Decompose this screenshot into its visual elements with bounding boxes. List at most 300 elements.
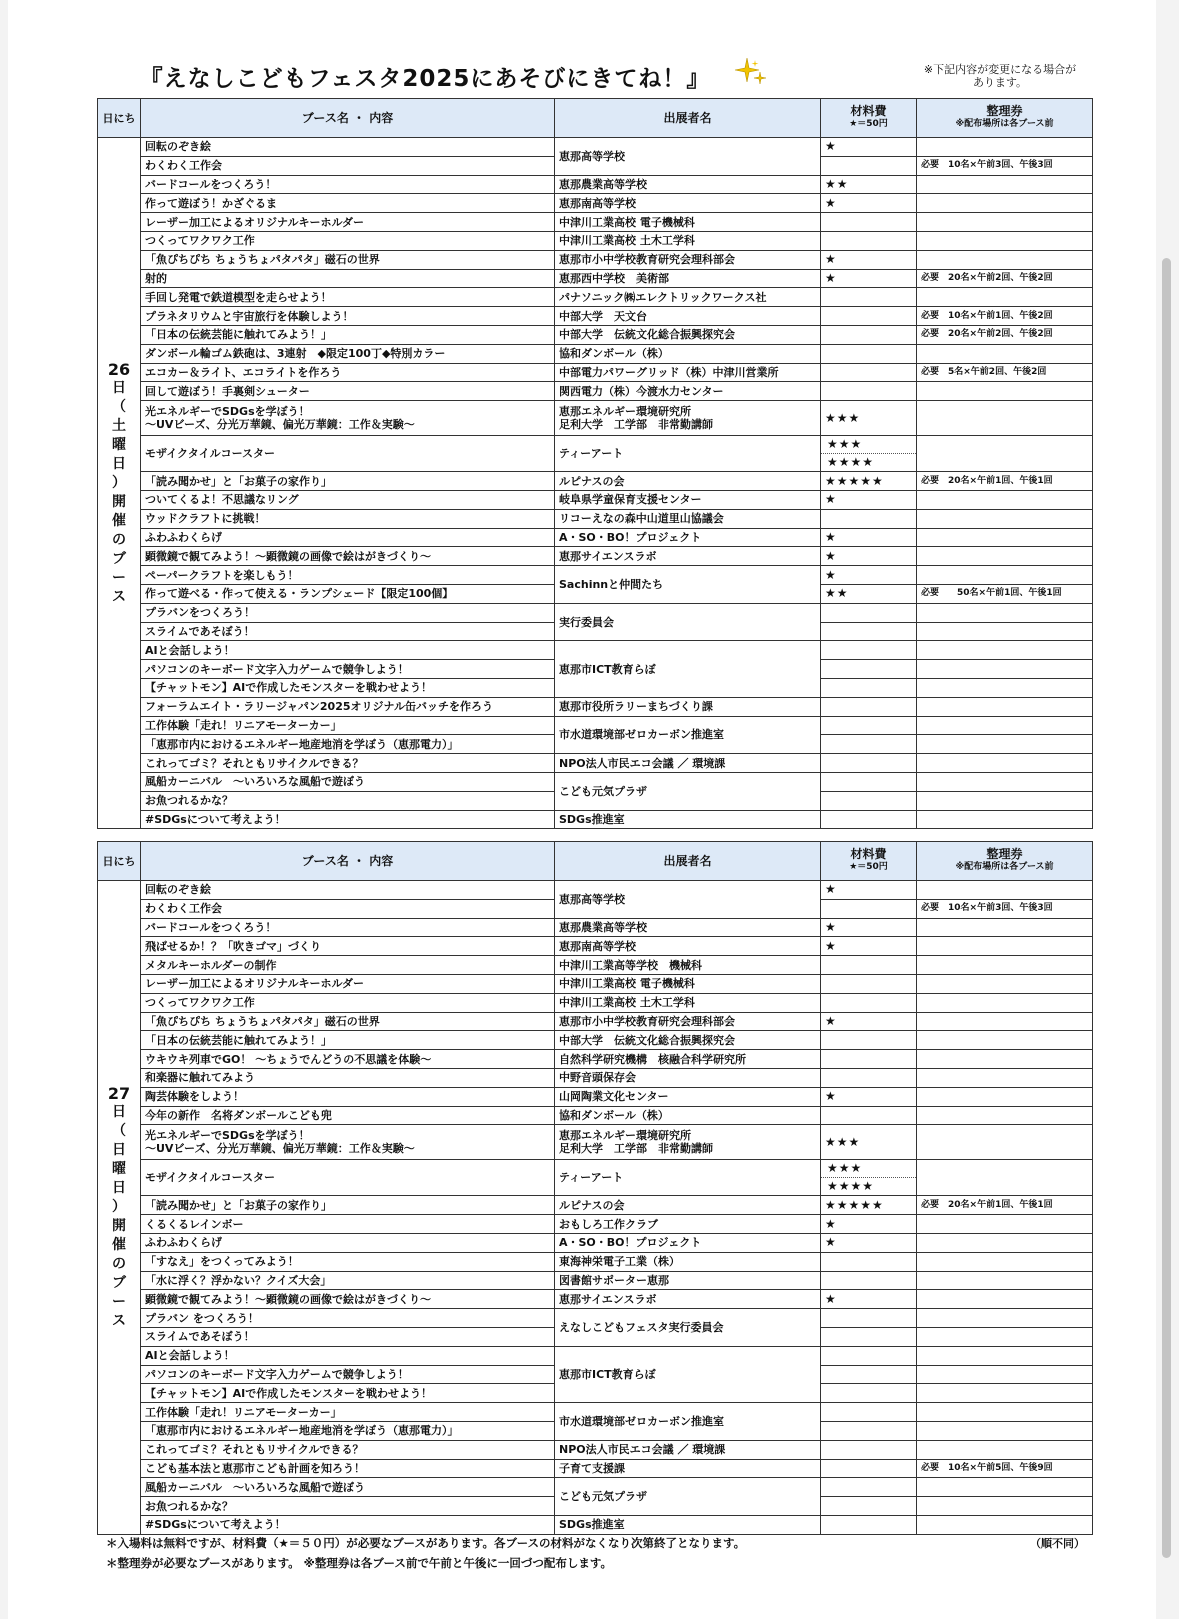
material-cost — [821, 735, 917, 754]
exhibitor-name — [555, 1271, 821, 1290]
day-label-char: 開 — [112, 1217, 126, 1234]
material-cost — [821, 584, 917, 603]
material-cost-stars: ★★★★ — [821, 453, 916, 471]
exhibitor-line: おもしろ工作クラブ — [559, 1217, 658, 1231]
table-row — [98, 1160, 1093, 1196]
material-cost-stars: ★ — [825, 529, 837, 544]
booth-name-line: #SDGsについて考えよう！ — [145, 812, 286, 826]
ticket-info — [917, 436, 1093, 472]
booth-name — [141, 1106, 555, 1125]
exhibitor-name — [555, 269, 821, 288]
booth-name-line: くるくるレインボー — [145, 1217, 244, 1231]
change-notice: ※下記内容が変更になる場合があります。 — [923, 63, 1077, 89]
booth-name-line: 飛ばせるか！？「吹きゴマ」づくり — [145, 939, 321, 953]
booth-name — [141, 956, 555, 975]
ticket-info — [917, 1327, 1093, 1346]
material-cost-stars: ★ — [825, 1013, 837, 1028]
booth-name — [141, 436, 555, 472]
booth-name — [141, 1384, 555, 1403]
exhibitor-line: 恵那市小中学校教育研究会理科部会 — [559, 1014, 735, 1028]
booth-name — [141, 490, 555, 509]
booth-name-line: レーザー加工によるオリジナルキーホルダー — [145, 977, 365, 991]
sparkle-icon — [733, 56, 767, 90]
booth-name — [141, 509, 555, 528]
booth-name — [141, 1050, 555, 1069]
exhibitor-name — [555, 325, 821, 344]
header-day: 日にち — [98, 99, 141, 138]
booth-name — [141, 678, 555, 697]
ticket-info: 必要 10名×午前3回、午後3回 — [917, 899, 1093, 918]
booth-name-line: お魚つれるかな？ — [145, 794, 233, 808]
exhibitor-name — [555, 509, 821, 528]
table-row — [98, 382, 1093, 401]
exhibitor-line: 図書館サポーター恵那 — [559, 1273, 669, 1287]
ticket-info — [917, 1271, 1093, 1290]
table-row — [98, 213, 1093, 232]
ticket-info — [917, 1012, 1093, 1031]
ticket-info — [917, 791, 1093, 810]
table-row — [98, 1515, 1093, 1534]
booth-name — [141, 528, 555, 547]
exhibitor-line: 中部大学 天文台 — [559, 309, 647, 323]
material-cost-stars: ★★★ — [827, 1161, 863, 1176]
exhibitor-name — [555, 436, 821, 472]
booth-name — [141, 1421, 555, 1440]
booth-name-line: プラネタリウムと宇宙旅行を体験しよう！ — [145, 309, 354, 323]
header-ticket: 整理券 ※配布場所は各ブース前 — [917, 99, 1093, 138]
table-row — [98, 1459, 1093, 1478]
exhibitor-line: 市水道環境部ゼロカーボン推進室 — [559, 1414, 724, 1428]
material-cost-stars: ★★ — [825, 176, 849, 191]
exhibitor-line: 恵那高等学校 — [559, 149, 625, 163]
material-cost — [821, 1346, 917, 1365]
exhibitor-name — [555, 716, 821, 754]
material-cost — [821, 436, 917, 472]
table-row — [98, 974, 1093, 993]
booth-name-line: モザイクタイルコースター — [145, 447, 276, 461]
footer-note-2: ＊整理券が必要なブースがあります。 ※整理券は各ブース前で午前と午後に一回づつ配布します。 — [106, 1556, 612, 1570]
header-exhibitor: 出展者名 — [555, 99, 821, 138]
material-cost — [821, 547, 917, 566]
exhibitor-line: 中津川工業高校 土木工学科 — [559, 234, 695, 248]
material-cost — [821, 622, 917, 641]
day-label — [98, 881, 141, 1535]
booth-name — [141, 641, 555, 660]
booth-name-line: 顕微鏡で観てみよう！～顕微鏡の画像で絵はがきづくり～ — [145, 549, 431, 563]
day-label-char: ） — [112, 474, 126, 491]
day-label-char: ー — [112, 1293, 126, 1310]
exhibitor-line: 岐阜県学童保育支援センター — [559, 493, 702, 507]
booth-name — [141, 1497, 555, 1516]
ticket-info — [917, 1087, 1093, 1106]
table-row — [98, 269, 1093, 288]
ticket-info — [917, 810, 1093, 829]
exhibitor-name — [555, 641, 821, 697]
material-cost — [821, 307, 917, 326]
day-label-char: ス — [112, 588, 126, 605]
booth-name — [141, 1440, 555, 1459]
booth-name-line: AIと会話しよう！ — [145, 643, 235, 657]
table-row — [98, 881, 1093, 900]
material-cost — [821, 1215, 917, 1234]
exhibitor-name — [555, 1309, 821, 1347]
exhibitor-line: SDGs推進室 — [559, 812, 625, 826]
booth-name-line: 「恵那市内におけるエネルギー地産地消を学ぼう（恵那電力）」 — [145, 1424, 459, 1438]
exhibitor-name — [555, 1515, 821, 1534]
exhibitor-line: 市水道環境部ゼロカーボン推進室 — [559, 728, 724, 742]
exhibitor-line: 恵那高等学校 — [559, 892, 625, 906]
material-cost — [821, 1403, 917, 1422]
exhibitor-line: A・SO・BO！プロジェクト — [559, 1236, 702, 1250]
booth-name — [141, 288, 555, 307]
day-label-char: ブ — [112, 1274, 126, 1291]
table-row — [98, 509, 1093, 528]
material-cost-stars: ★★★ — [825, 1134, 861, 1149]
exhibitor-line: こども元気プラザ — [559, 784, 647, 798]
booth-name-line: つくってワクワク工作 — [145, 234, 255, 248]
ticket-info — [917, 1384, 1093, 1403]
exhibitor-name — [555, 956, 821, 975]
booth-name — [141, 1459, 555, 1478]
booth-name — [141, 1031, 555, 1050]
exhibitor-name — [555, 1403, 821, 1441]
booth-name-line: 陶芸体験をしよう！ — [145, 1090, 244, 1104]
exhibitor-line: 東海神栄電子工業（株） — [559, 1255, 680, 1269]
day-label-char: 土 — [112, 417, 126, 434]
booth-name-line: スライムであそぼう！ — [145, 624, 255, 638]
booth-name-line: 作って遊ぼう！かざぐるま — [145, 196, 277, 210]
booth-name — [141, 584, 555, 603]
header-day: 日にち — [98, 842, 141, 881]
ticket-info — [917, 490, 1093, 509]
material-cost — [821, 603, 917, 622]
ticket-info — [917, 993, 1093, 1012]
material-cost — [821, 937, 917, 956]
booth-name — [141, 547, 555, 566]
ticket-info — [917, 566, 1093, 585]
table-row — [98, 937, 1093, 956]
material-cost-stars: ★ — [825, 139, 837, 154]
exhibitor-line: 足利大学 工学部 非常勤講師 — [559, 1142, 713, 1156]
table-row — [98, 716, 1093, 735]
ticket-info: 必要 10名×午前5回、午後9回 — [917, 1459, 1093, 1478]
booth-name-line: ダンボール輪ゴム鉄砲は、3連射 ◆限定100丁◆特別カラー — [145, 347, 446, 361]
material-cost — [821, 697, 917, 716]
exhibitor-name — [555, 1440, 821, 1459]
ticket-info — [917, 660, 1093, 679]
material-cost — [821, 1365, 917, 1384]
booth-name — [141, 1125, 555, 1160]
ticket-info — [917, 288, 1093, 307]
exhibitor-line: NPO法人市民エコ会議 ／ 環境課 — [559, 1443, 726, 1457]
exhibitor-name — [555, 213, 821, 232]
material-cost — [821, 175, 917, 194]
exhibitor-name — [555, 772, 821, 810]
exhibitor-line: ルピナスの会 — [559, 474, 625, 488]
day-label — [98, 138, 141, 829]
exhibitor-name — [555, 1012, 821, 1031]
booth-name-line: #SDGsについて考えよう！ — [145, 1518, 286, 1532]
booth-name-line: わくわく工作会 — [145, 902, 222, 916]
table-row — [98, 401, 1093, 436]
ticket-info — [917, 918, 1093, 937]
booth-name-line: 回転のぞき絵 — [145, 883, 211, 897]
exhibitor-line: リコーえなの森中山道里山協議会 — [559, 512, 724, 526]
booth-name — [141, 1515, 555, 1534]
exhibitor-name — [555, 918, 821, 937]
booth-name — [141, 1160, 555, 1196]
exhibitor-name — [555, 344, 821, 363]
material-cost — [821, 138, 917, 157]
ticket-info: 必要 10名×午前3回、午後3回 — [917, 156, 1093, 175]
table-row — [98, 1252, 1093, 1271]
day-label-char: 日 — [112, 379, 126, 396]
exhibitor-line: 山岡陶業文化センター — [559, 1090, 669, 1104]
booth-name-line: メタルキーホルダーの制作 — [145, 958, 277, 972]
exhibitor-name — [555, 401, 821, 436]
booth-name — [141, 754, 555, 773]
exhibitor-line: 恵那市ICT教育らぼ — [559, 1367, 656, 1381]
scrollbar-thumb[interactable] — [1162, 258, 1171, 1558]
ticket-info — [917, 956, 1093, 975]
ticket-info — [917, 1233, 1093, 1252]
booth-name-line: 光エネルギーでSDGsを学ぼう！ — [145, 405, 310, 419]
material-cost — [821, 678, 917, 697]
booth-name — [141, 1478, 555, 1497]
booth-name — [141, 363, 555, 382]
material-cost-stars: ★★★ — [827, 437, 863, 452]
ticket-info — [917, 1125, 1093, 1160]
booth-name-line: 「魚ぴちぴち ちょうちょパタパタ」磁石の世界 — [145, 1014, 380, 1028]
booth-name-line: 今年の新作 名将ダンボールこども兜 — [145, 1108, 332, 1122]
ticket-info — [917, 401, 1093, 436]
booth-name — [141, 231, 555, 250]
ticket-info — [917, 547, 1093, 566]
booth-name — [141, 716, 555, 735]
ticket-info — [917, 250, 1093, 269]
booth-name-line: プラバン をつくろう！ — [145, 1311, 259, 1325]
booth-name-line: 工作体験「走れ！リニアモーターカー」 — [145, 718, 342, 732]
exhibitor-name — [555, 1252, 821, 1271]
exhibitor-name — [555, 547, 821, 566]
ticket-info — [917, 1440, 1093, 1459]
material-cost — [821, 382, 917, 401]
material-cost-stars: ★ — [825, 1235, 837, 1250]
booth-name-line: 風船カーニバル ～いろいろな風船で遊ぼう — [145, 1480, 365, 1494]
table-row — [98, 1440, 1093, 1459]
booth-name — [141, 1309, 555, 1328]
booth-name-line: モザイクタイルコースター — [145, 1171, 276, 1185]
exhibitor-name — [555, 307, 821, 326]
booth-name — [141, 1403, 555, 1422]
ticket-info — [917, 697, 1093, 716]
ticket-info — [917, 213, 1093, 232]
booth-name-line: 【チャットモン】AIで作成したモンスターを戦わせよう！ — [145, 681, 432, 695]
material-cost-stars: ★ — [825, 1216, 837, 1231]
ticket-info — [917, 1215, 1093, 1234]
day-label-char: 催 — [112, 1236, 126, 1253]
material-cost-stars: ★ — [825, 882, 837, 897]
day-label-char: 日 — [112, 1103, 126, 1120]
booth-name-line: 和楽器に触れてみよう — [145, 1071, 255, 1085]
material-cost — [821, 325, 917, 344]
ticket-info — [917, 881, 1093, 900]
booth-name — [141, 622, 555, 641]
material-cost — [821, 472, 917, 491]
booth-name-line: 射的 — [145, 271, 167, 285]
day1-booth-table — [97, 98, 1093, 829]
ticket-info: 必要 20名×午前1回、午後1回 — [917, 472, 1093, 491]
exhibitor-name — [555, 288, 821, 307]
table-header-row — [98, 842, 1093, 881]
material-cost — [821, 772, 917, 791]
ticket-info: 必要 10名×午前1回、午後2回 — [917, 307, 1093, 326]
ticket-info — [917, 641, 1093, 660]
exhibitor-line: A・SO・BO！プロジェクト — [559, 530, 702, 544]
material-cost-stars: ★★★★ — [821, 1177, 916, 1195]
booth-name-line: ～UVビーズ、分光万華鏡、偏光万華鏡：工作＆実験～ — [145, 1142, 415, 1156]
booth-name-line: ふわふわくらげ — [145, 530, 222, 544]
ticket-info — [917, 735, 1093, 754]
material-cost-stars: ★ — [825, 548, 837, 563]
day-label-char: （ — [112, 1122, 126, 1139]
table-row — [98, 250, 1093, 269]
material-cost — [821, 881, 917, 900]
booth-name-line: 顕微鏡で観てみよう！～顕微鏡の画像で絵はがきづくり～ — [145, 1292, 431, 1306]
exhibitor-line: 恵那南高等学校 — [559, 939, 636, 953]
ticket-info: 必要 20名×午前1回、午後1回 — [917, 1196, 1093, 1215]
day-label-char: 日 — [112, 455, 126, 472]
booth-name-line: ふわふわくらげ — [145, 1236, 222, 1250]
booth-name-line: バードコールをつくろう！ — [145, 920, 277, 934]
table-row — [98, 956, 1093, 975]
exhibitor-line: えなしこどもフェスタ実行委員会 — [559, 1320, 724, 1334]
ticket-info — [917, 772, 1093, 791]
material-cost — [821, 1271, 917, 1290]
header-ticket: 整理券 ※配布場所は各ブース前 — [917, 842, 1093, 881]
material-cost — [821, 1252, 917, 1271]
ticket-info — [917, 1050, 1093, 1069]
table-row — [98, 1031, 1093, 1050]
booth-name-line: ウッドクラフトに挑戦！ — [145, 512, 266, 526]
booth-name-line: 作って遊べる・作って使える・ランプシェード【限定100個】 — [145, 587, 454, 601]
table-row — [98, 1196, 1093, 1215]
booth-name-line: 【チャットモン】AIで作成したモンスターを戦わせよう！ — [145, 1386, 432, 1400]
exhibitor-line: 恵那サイエンスラボ — [559, 549, 657, 563]
material-cost-stars: ★ — [825, 492, 837, 507]
day-label-char: 曜 — [112, 436, 126, 453]
booth-name-line: ついてくるよ！不思議なリング — [145, 493, 299, 507]
table-row — [98, 993, 1093, 1012]
table-row — [98, 547, 1093, 566]
booth-name — [141, 156, 555, 175]
booth-name-line: 手回し発電で鉄道模型を走らせよう！ — [145, 290, 332, 304]
header-booth: ブース名 ・ 内容 — [141, 842, 555, 881]
material-cost — [821, 810, 917, 829]
material-cost — [821, 1478, 917, 1497]
ticket-info — [917, 1068, 1093, 1087]
booth-name-line: 「恵那市内におけるエネルギー地産地消を学ぼう（恵那電力）」 — [145, 737, 459, 751]
day-label-char: 開 — [112, 493, 126, 510]
ticket-info — [917, 175, 1093, 194]
exhibitor-line: 中部電力パワーグリッド（株）中津川営業所 — [559, 365, 779, 379]
booth-name-line: 「すなえ」をつくってみよう！ — [145, 1255, 299, 1269]
exhibitor-name — [555, 1459, 821, 1478]
table-row — [98, 288, 1093, 307]
exhibitor-name — [555, 363, 821, 382]
material-cost — [821, 791, 917, 810]
order-note: （順不同） — [1030, 1537, 1085, 1550]
booth-name — [141, 138, 555, 157]
material-cost-stars: ★ — [825, 1291, 837, 1306]
exhibitor-line: 子育て支援課 — [559, 1461, 625, 1475]
booth-name-line: これってゴミ？それともリサイクルできる？ — [145, 1443, 364, 1457]
exhibitor-name — [555, 1233, 821, 1252]
exhibitor-name — [555, 881, 821, 919]
material-cost-stars: ★★★★★ — [825, 1197, 884, 1212]
exhibitor-line: 足利大学 工学部 非常勤講師 — [559, 418, 713, 432]
material-cost — [821, 1515, 917, 1534]
exhibitor-line: 恵那エネルギー環境研究所 — [559, 1129, 691, 1143]
exhibitor-name — [555, 974, 821, 993]
table-row — [98, 436, 1093, 472]
table-row — [98, 1050, 1093, 1069]
day-label-char: 催 — [112, 512, 126, 529]
material-cost-stars: ★★ — [825, 586, 849, 601]
material-cost — [821, 1309, 917, 1328]
day-label-char: の — [112, 1255, 126, 1272]
booth-name-line: 工作体験「走れ！リニアモーターカー」 — [145, 1405, 342, 1419]
booth-name — [141, 993, 555, 1012]
table-row — [98, 918, 1093, 937]
page-title: 『えなしこどもフェスタ2025にあそびにきてね！』 — [139, 66, 711, 92]
material-cost — [821, 269, 917, 288]
exhibitor-line: 中津川工業高等学校 機械科 — [559, 958, 702, 972]
booth-name-line: ペーパークラフトを楽しもう！ — [145, 568, 299, 582]
material-cost — [821, 1012, 917, 1031]
exhibitor-name — [555, 138, 821, 176]
booth-name — [141, 1365, 555, 1384]
material-cost — [821, 1050, 917, 1069]
material-cost — [821, 1106, 917, 1125]
ticket-info — [917, 716, 1093, 735]
exhibitor-name — [555, 1290, 821, 1309]
booth-name — [141, 1087, 555, 1106]
header-booth: ブース名 ・ 内容 — [141, 99, 555, 138]
exhibitor-line: 恵那農業高等学校 — [559, 920, 647, 934]
material-cost — [821, 363, 917, 382]
material-cost — [821, 1087, 917, 1106]
booth-name — [141, 660, 555, 679]
day-label-char: （ — [112, 398, 126, 415]
day-label-char: ブ — [112, 550, 126, 567]
table-row — [98, 1068, 1093, 1087]
booth-name — [141, 213, 555, 232]
booth-name — [141, 899, 555, 918]
booth-name-line: ～UVビーズ、分光万華鏡、偏光万華鏡：工作＆実験～ — [145, 418, 415, 432]
exhibitor-name — [555, 993, 821, 1012]
material-cost — [821, 974, 917, 993]
material-cost — [821, 250, 917, 269]
material-cost — [821, 528, 917, 547]
booth-name — [141, 1196, 555, 1215]
material-cost — [821, 1196, 917, 1215]
ticket-info — [917, 603, 1093, 622]
exhibitor-line: 自然科学研究機構 核融合科学研究所 — [559, 1052, 746, 1066]
day-label-char: の — [112, 531, 126, 548]
material-cost-stars: ★ — [825, 195, 837, 210]
material-cost — [821, 1327, 917, 1346]
